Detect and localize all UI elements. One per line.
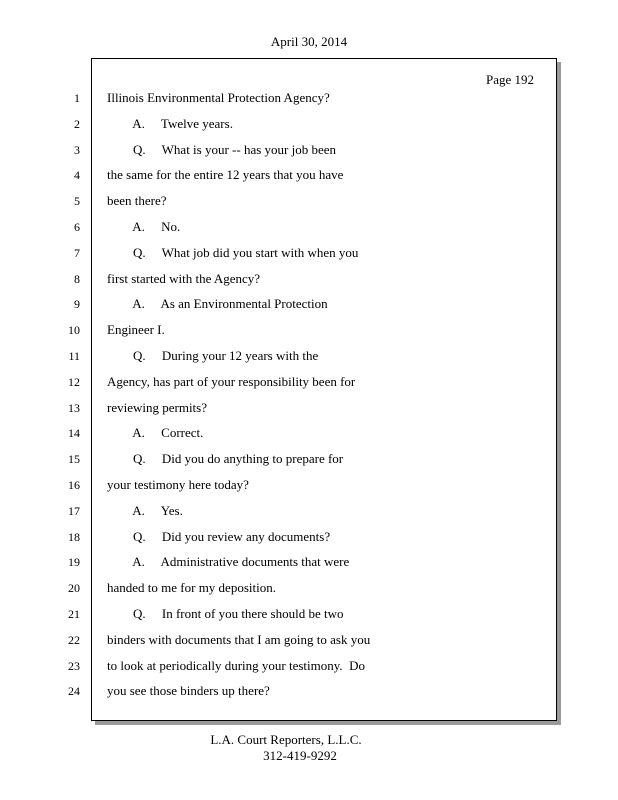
- line-number: 18: [68, 530, 80, 544]
- line-number: 11: [68, 349, 80, 363]
- transcript-line: Illinois Environmental Protection Agency?: [107, 90, 330, 105]
- footer-company: L.A. Court Reporters, L.L.C.: [210, 732, 362, 747]
- line-number: 22: [68, 633, 80, 647]
- line-number: 4: [74, 168, 80, 182]
- line-number: 14: [68, 426, 80, 440]
- transcript-line: Engineer I.: [107, 322, 165, 337]
- line-number: 15: [68, 452, 80, 466]
- transcript-line: A. Twelve years.: [107, 116, 233, 131]
- transcript-line: A. No.: [107, 219, 181, 234]
- transcript-line: first started with the Agency?: [107, 271, 261, 286]
- footer-phone: 312-419-9292: [263, 748, 337, 763]
- line-number: 13: [68, 401, 80, 415]
- transcript-line: A. As an Environmental Protection: [107, 296, 328, 311]
- line-number: 24: [68, 684, 80, 698]
- transcript-line: Q. Did you review any documents?: [107, 529, 331, 544]
- line-number: 8: [74, 272, 80, 286]
- transcript-line: A. Administrative documents that were: [107, 554, 350, 569]
- line-number: 2: [74, 117, 80, 131]
- line-number: 6: [74, 220, 80, 234]
- transcript-line: your testimony here today?: [107, 477, 249, 492]
- transcript-line: the same for the entire 12 years that you have: [107, 167, 344, 182]
- transcript-line: Q. What is your -- has your job been: [107, 142, 337, 157]
- transcript-line: been there?: [107, 193, 167, 208]
- line-number: 21: [68, 607, 80, 621]
- transcript-line: Q. Did you do anything to prepare for: [107, 451, 344, 466]
- line-number: 1: [74, 91, 80, 105]
- transcript-line: to look at periodically during your testimony. Do: [107, 658, 366, 673]
- transcript-line: handed to me for my deposition.: [107, 580, 276, 595]
- line-number: 17: [68, 504, 80, 518]
- transcript-line: A. Yes.: [107, 503, 183, 518]
- transcript-line: binders with documents that I am going to ask you: [107, 632, 371, 647]
- line-number: 12: [68, 375, 80, 389]
- line-number: 9: [74, 297, 80, 311]
- transcript-line: you see those binders up there?: [107, 683, 270, 698]
- transcript-line: reviewing permits?: [107, 400, 207, 415]
- page-number: Page 192: [485, 72, 534, 87]
- transcript-line: A. Correct.: [107, 425, 204, 440]
- header-date: April 30, 2014: [270, 34, 348, 49]
- transcript-line: Q. During your 12 years with the: [107, 348, 319, 363]
- line-number: 16: [68, 478, 80, 492]
- line-number: 5: [74, 194, 80, 208]
- line-number: 19: [68, 555, 80, 569]
- line-number: 7: [74, 246, 80, 260]
- line-number: 3: [74, 143, 80, 157]
- transcript-line: Q. What job did you start with when you: [107, 245, 359, 260]
- line-number: 23: [68, 659, 80, 673]
- transcript-line: Q. In front of you there should be two: [107, 606, 344, 621]
- line-number: 20: [68, 581, 80, 595]
- line-number: 10: [68, 323, 80, 337]
- transcript-line: Agency, has part of your responsibility been for: [107, 374, 356, 389]
